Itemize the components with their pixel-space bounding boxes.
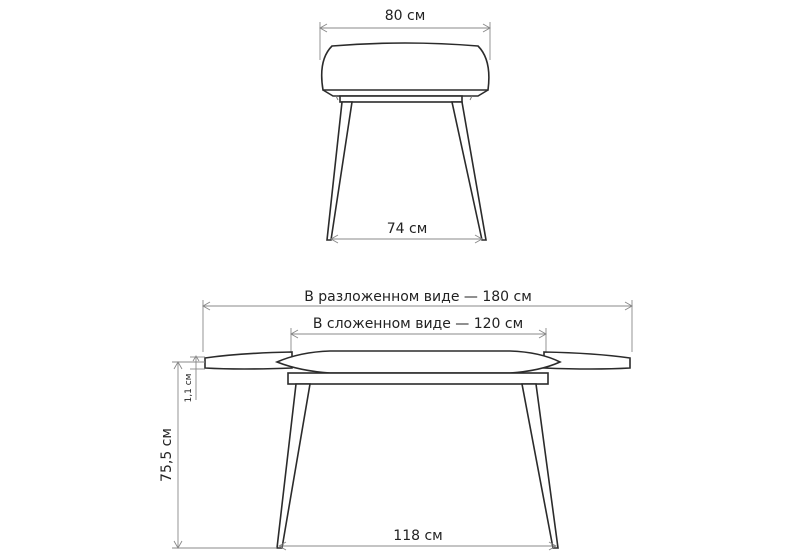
end-view-leg-span-dimension	[331, 221, 482, 243]
side-view-left-leg	[277, 384, 310, 548]
folded-length-dimension	[291, 316, 546, 352]
end-view-tabletop	[322, 43, 489, 90]
top-thickness-label: 1,1 см	[184, 373, 194, 403]
end-view-left-leg	[327, 102, 352, 240]
side-view-right-leg	[522, 384, 558, 548]
side-view	[159, 289, 632, 550]
height-dimension	[159, 362, 277, 548]
end-view-frame	[340, 96, 462, 102]
side-view-leg-span-dimension	[279, 528, 556, 550]
extended-length-label: В разложенном виде — 180 см	[304, 289, 532, 305]
side-view-leg-span-label: 118 см	[393, 528, 443, 544]
side-view-frame	[288, 373, 548, 384]
top-thickness-dimension	[184, 356, 205, 402]
top-width-label: 80 см	[384, 8, 426, 24]
main-tabletop	[277, 351, 560, 373]
end-view-right-leg	[452, 102, 486, 240]
end-view-tabletop-edge	[323, 90, 488, 96]
end-view-leg-span-label: 74 см	[386, 221, 428, 237]
folded-length-label: В сложенном виде — 120 см	[312, 316, 524, 332]
end-view	[320, 8, 490, 243]
height-label: 75,5 см	[159, 428, 175, 482]
